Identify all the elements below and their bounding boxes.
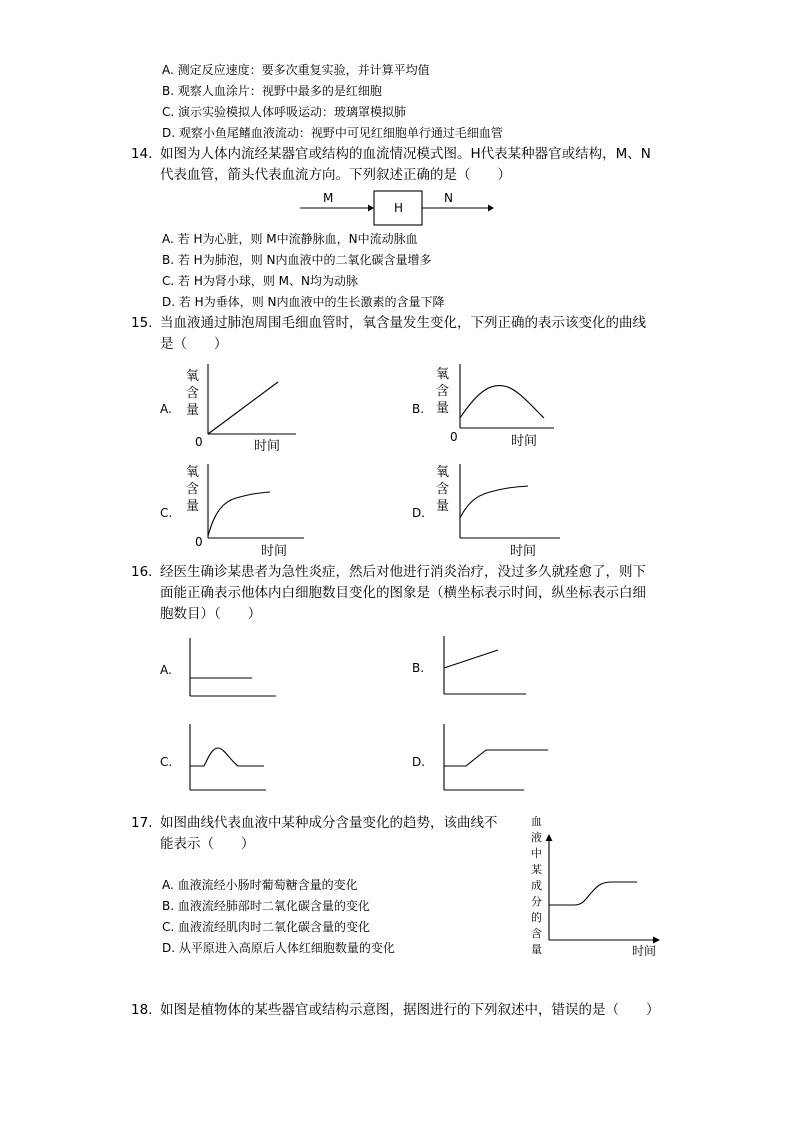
q13-option-a: A. 测定反应速度：要多次重复实验，并计算平均值: [162, 63, 430, 77]
q17-option-d: D. 从平原进入高原后人体红细胞数量的变化: [162, 941, 395, 955]
q15-stem-line1: 当血液通过肺泡周围毛细血管时，氧含量发生变化，下列正确的表示该变化的曲线: [160, 315, 646, 331]
curve-b: [460, 386, 544, 418]
q15a-origin: 0: [195, 435, 203, 449]
q15c-ylabel-3: 量: [186, 499, 200, 514]
q15a-ylabel-3: 量: [186, 403, 200, 418]
q17-option-a: A. 血液流经小肠时葡萄糖含量的变化: [162, 878, 358, 892]
q15-chart-a: [200, 362, 300, 438]
q14-option-d: D. 若 H为垂体，则 N内血液中的生长激素的含量下降: [162, 295, 445, 309]
q14-option-c: C. 若 H为肾小球，则 M、N均为动脉: [162, 274, 358, 288]
x-axis-arrowhead: [653, 937, 660, 944]
label-n: N: [444, 191, 453, 205]
q15-stem-line2: 是（ ）: [160, 336, 228, 352]
q18-number: 18.: [131, 1002, 153, 1018]
q16-label-c: C.: [160, 755, 173, 769]
q15b-origin: 0: [450, 430, 458, 444]
q15a-ylabel-2: 含: [186, 386, 200, 401]
q17-ylabel-5: 成: [531, 879, 542, 892]
q17-chart: [540, 834, 662, 944]
q15-label-d: D.: [412, 506, 426, 520]
q17-ylabel-4: 某: [531, 863, 542, 876]
curve-d: [444, 750, 548, 766]
q15b-ylabel-3: 量: [436, 401, 450, 416]
q17-stem-line2: 能表示（ ）: [160, 836, 255, 852]
q15b-xlabel: 时间: [511, 434, 538, 449]
q16-chart-c: [186, 722, 268, 794]
q15c-origin: 0: [195, 535, 203, 549]
q15-label-c: C.: [160, 506, 173, 520]
curve-c: [190, 748, 264, 766]
q16-label-d: D.: [412, 755, 426, 769]
q15-number: 15.: [131, 315, 153, 331]
q17-ylabel-9: 量: [531, 943, 542, 956]
q15-chart-d: [452, 462, 564, 542]
q14-number: 14.: [131, 146, 153, 162]
curve: [549, 882, 637, 905]
label-h: H: [394, 201, 404, 215]
q15d-ylabel-1: 氧: [436, 465, 450, 480]
y-axis-arrowhead: [546, 834, 553, 841]
q16-chart-b: [440, 634, 530, 698]
curve-b: [444, 650, 498, 668]
q17-ylabel-1: 血: [531, 815, 542, 828]
q16-stem-line1: 经医生确诊某患者为急性炎症，然后对他进行消炎治疗，没过多久就痊愈了，则下: [160, 564, 646, 580]
q15d-ylabel-2: 含: [436, 482, 450, 497]
q16-stem-line3: 胞数目）（ ）: [160, 606, 262, 622]
q17-ylabel-7: 的: [531, 911, 542, 924]
q15-chart-c: [200, 462, 308, 542]
curve-c: [208, 492, 270, 536]
q14-stem-line2: 代表血管，箭头代表血流方向。下列叙述正确的是（ ）: [160, 167, 511, 183]
q16-stem-line2: 面能正确表示他体内白细胞数目变化的图象是（横坐标表示时间，纵坐标表示白细: [160, 585, 646, 601]
q16-number: 16.: [131, 564, 153, 580]
curve-d: [460, 486, 528, 518]
q15b-ylabel-1: 氧: [436, 367, 450, 382]
q14-option-a: A. 若 H为心脏，则 M中流静脉血，N中流动脉血: [162, 232, 418, 246]
q17-number: 17.: [131, 815, 153, 831]
q17-option-c: C. 血液流经肌肉时二氧化碳含量的变化: [162, 920, 371, 934]
q17-option-b: B. 血液流经肺部时二氧化碳含量的变化: [162, 899, 370, 913]
q18-stem-line1: 如图是植物体的某些器官或结构示意图，据图进行的下列叙述中，错误的是（ ）: [160, 1002, 660, 1018]
q15c-xlabel: 时间: [261, 544, 288, 559]
q15-chart-b: [452, 362, 558, 434]
label-m: M: [323, 191, 334, 205]
q15c-ylabel-1: 氧: [186, 465, 200, 480]
q14-stem-line1: 如图为人体内流经某器官或结构的血流情况模式图。H代表某种器官或结构，M、N: [160, 146, 651, 162]
curve-a: [208, 382, 278, 434]
q15-label-b: B.: [412, 402, 425, 416]
q15b-ylabel-2: 含: [436, 384, 450, 399]
q17-ylabel-6: 分: [531, 895, 542, 908]
q15d-xlabel: 时间: [510, 544, 537, 559]
m-arrowhead: [368, 205, 374, 212]
q14-option-b: B. 若 H为肺泡，则 N内血液中的二氧化碳含量增多: [162, 253, 432, 267]
q16-label-b: B.: [412, 661, 425, 675]
q17-ylabel-2: 液: [531, 831, 542, 844]
q15d-ylabel-3: 量: [436, 499, 450, 514]
q16-label-a: A.: [160, 663, 172, 677]
q13-option-c: C. 演示实验模拟人体呼吸运动：玻璃罩模拟肺: [162, 105, 407, 119]
q17-xlabel: 时间: [632, 944, 657, 958]
q17-stem-line1: 如图曲线代表血液中某种成分含量变化的趋势，该曲线不: [160, 815, 498, 831]
n-arrowhead: [488, 205, 494, 212]
q15-label-a: A.: [160, 402, 172, 416]
q15a-xlabel: 时间: [254, 439, 281, 454]
q13-option-b: B. 观察人血涂片：视野中最多的是红细胞: [162, 84, 382, 98]
q16-chart-d: [440, 722, 550, 794]
q17-ylabel-8: 含: [531, 927, 542, 940]
q15c-ylabel-2: 含: [186, 482, 200, 497]
q13-option-d: D. 观察小鱼尾鳍血液流动：视野中可见红细胞单行通过毛细血管: [162, 126, 503, 140]
q16-chart-a: [186, 636, 278, 700]
q15a-ylabel-1: 氧: [186, 369, 200, 384]
q17-ylabel-3: 中: [531, 847, 542, 860]
